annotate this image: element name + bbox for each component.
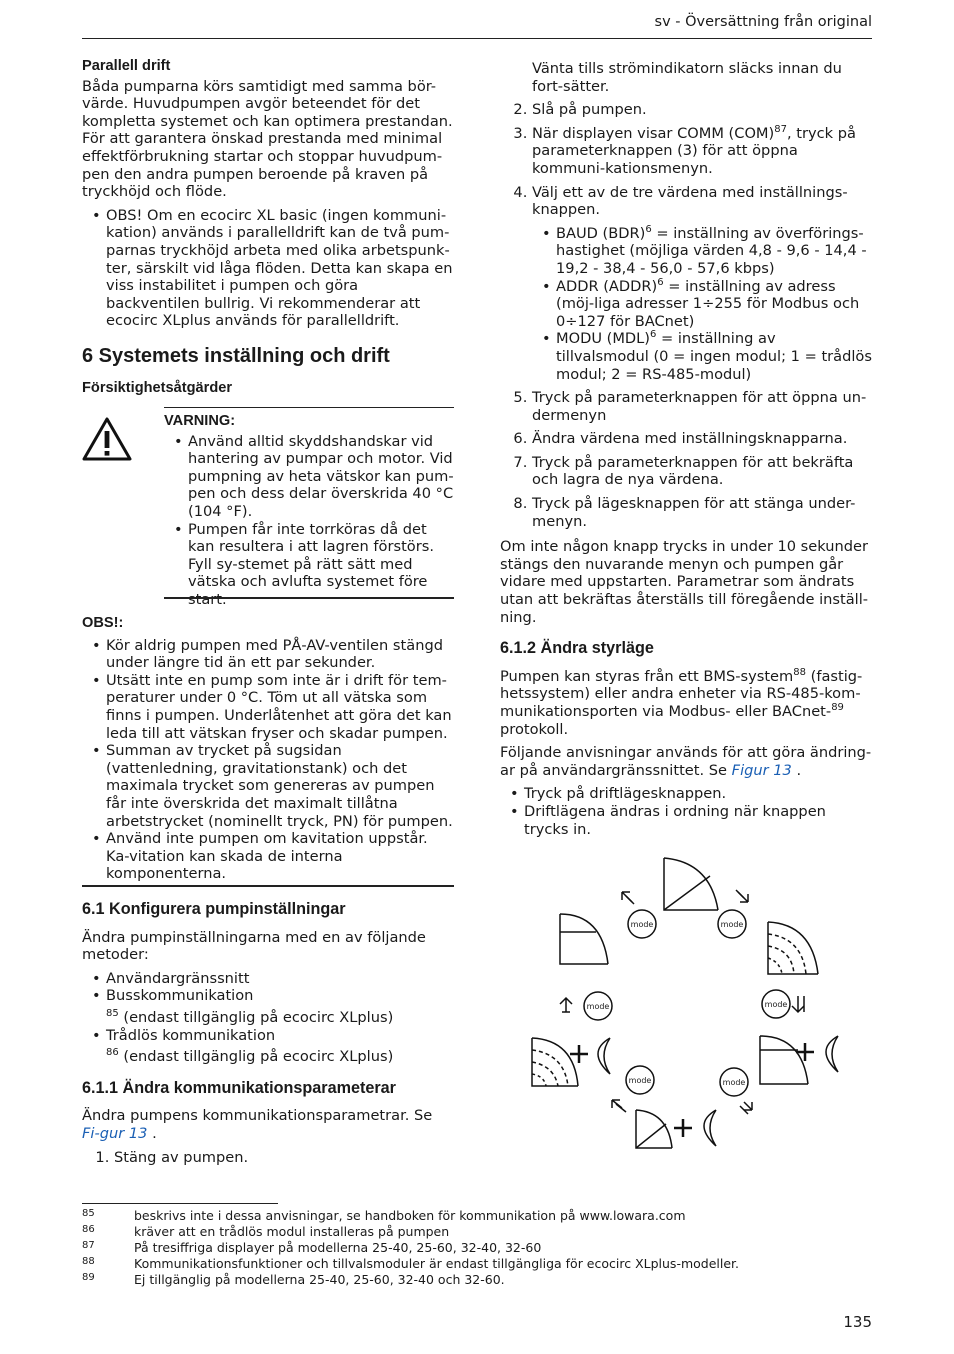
list-item <box>556 330 872 383</box>
obs2-list <box>82 637 454 883</box>
display-code: BAUD (BDR) <box>556 224 646 242</box>
footnote-ref: 89 <box>831 702 844 714</box>
list-item: 2. Slå på pumpen. <box>532 101 872 119</box>
footnotes <box>82 1208 872 1288</box>
footnote-text: Ej tillgänglig på modellerna 25-40, 25-60, 32-40 och 32-60. <box>134 1272 505 1287</box>
footnote <box>82 1256 872 1272</box>
mode-button-label: mode <box>586 1002 610 1011</box>
param-text: = inställning av tillvalsmodul (0 = ingen modul; 1 = trådlös modul; 2 = RS-485-modul) <box>556 330 872 383</box>
obs2-bottom-rule <box>82 885 454 887</box>
fixed-speed-night-icon <box>532 1038 610 1086</box>
list-item: • Utsätt inte en pump som inte är i drift för tem-peraturer under 0 °C. Töm ut all vätska som finns i pumpen. Underlåtenhet att göra det kan leda till att vätskan fryser och skadar pumpen. <box>106 672 454 742</box>
left-column <box>82 58 454 1172</box>
figure-13-link[interactable]: Figur 13 <box>731 761 792 779</box>
footnote <box>82 1272 872 1288</box>
precautions-heading: Försiktighetsåtgärder <box>82 379 233 396</box>
step-text: Välj ett av de tre värdena med inställnings-knappen. <box>532 183 848 219</box>
mode-button-label: mode <box>720 920 744 929</box>
footnote-ref: 88 <box>793 666 806 678</box>
intro-after: . <box>147 1124 157 1142</box>
list-item <box>532 184 872 384</box>
list-item <box>532 125 872 178</box>
list-item: • Tryck på driftlägesknappen. <box>524 785 872 803</box>
obs-note <box>106 207 454 330</box>
list-item <box>556 225 872 278</box>
obs-label: OBS! <box>106 206 143 224</box>
proportional-curve-icon <box>664 858 718 910</box>
footnote-ref: 87 <box>774 123 787 135</box>
right-column <box>500 60 872 844</box>
warning-body <box>164 413 454 615</box>
section-6-1-2-p2 <box>500 744 872 779</box>
timeout-paragraph: Om inte någon knapp trycks in under 10 sekunder stängs den nuvarande menyn och pumpen går vidare med uppstarten. Parametrar som ändrats utan att bekräftas återställs till föregående inställ-ning. <box>500 538 869 626</box>
footnote-text: kräver att en trådlös modul installeras på pumpen <box>134 1224 450 1239</box>
display-code: ADDR (ADDR) <box>556 277 658 295</box>
footnote <box>82 1240 872 1256</box>
mode-button-label: mode <box>722 1078 746 1087</box>
method-label: Busskommunikation <box>106 987 254 1005</box>
arrow-icon <box>612 1100 626 1112</box>
footnote-number: 85 <box>82 1208 95 1219</box>
arrow-icon <box>560 998 572 1012</box>
footnote-text: På tresiffriga displayer på modellerna 25-40, 25-60, 32-40, 32-60 <box>134 1240 542 1255</box>
figure-13-link[interactable]: Fi-gur 13 <box>82 1124 148 1142</box>
section-6-1-2-title: 6.1.2 Ändra styrläge <box>500 639 654 658</box>
list-item: • Användargränssnitt <box>106 970 454 988</box>
obs-text: Om en ecocirc XL basic (ingen kommuni-kation) används i parallelldrift kan de två pum-parnas tryckhöjd arbeta med olika arbetspunk-ter, särskilt vid låga flöden. Detta kan skapa en viss instabilitet i pumpen och göra backventilen bullrig. Vi rekommenderar att ecocirc XLplus används för parallelldrift. <box>106 206 453 330</box>
obs-list <box>82 207 454 330</box>
footnote-ref: 6 <box>649 329 657 341</box>
list-item: 5. Tryck på parameterknappen för att öppna un-dermenyn <box>532 389 872 424</box>
mode-cycle-diagram <box>522 852 852 1152</box>
param-text: = inställning av överförings-hastighet (möjliga värden 4,8 - 9,6 - 14,4 - 19,2 - 38,4 - 56,0 - 57,6 kbps) <box>556 224 867 277</box>
para-text: Följande anvisningar används för att göra ändring-ar på användargränssnittet. Se <box>500 744 872 779</box>
page-number: 135 <box>843 1313 872 1331</box>
step-text: , tryck på parameterknappen (3) för att öppna kommuni-kationsmenyn. <box>532 124 856 177</box>
para-text: protokoll. <box>500 720 569 738</box>
footnote-text: beskrivs inte i dessa anvisningar, se handboken för kommunikation på www.lowara.com <box>134 1208 686 1223</box>
arrow-icon <box>740 1102 752 1114</box>
footnote-rule <box>82 1203 278 1204</box>
section-6-1-intro: Ändra pumpinställningarna med en av följande metoder: <box>82 928 426 964</box>
obs2-label: OBS!: <box>82 615 124 632</box>
method-label: Trådlös kommunikation <box>106 1026 276 1044</box>
steps-list-left <box>82 1149 454 1167</box>
warning-top-rule <box>164 407 454 408</box>
arrow-icon <box>622 892 634 904</box>
running-header: sv - Översättning från original <box>654 14 872 30</box>
section-6-1-title: 6.1 Konfigurera pumpinställningar <box>82 900 346 918</box>
section-6-1-2-p1 <box>500 668 872 738</box>
warning-triangle-icon <box>82 417 132 461</box>
parallel-heading: Parallell drift <box>82 58 171 74</box>
footnote-number: 86 <box>82 1224 95 1235</box>
list-item: • Summan av trycket på sugsidan (vattenledning, gravitationstank) och det maximala trycket som genereras av pumpen får inte överskrida det maximalt tillåtna arbetstrycket (nominellt tryck, PN) för pumpen. <box>106 742 454 830</box>
intro-text: Ändra pumpens kommunikationsparametrar. Se <box>82 1107 433 1125</box>
arrow-icon <box>792 996 804 1012</box>
list-item: • Använd inte pumpen om kavitation uppstår. Ka-vitation kan skada de interna komponenterna. <box>106 830 454 883</box>
section-6-title: 6 Systemets inställning och drift <box>82 344 390 367</box>
mode-button-label: mode <box>764 1000 788 1009</box>
method-note: (endast tillgänglig på ecocirc XLplus) <box>118 1008 394 1026</box>
list-item: • Pumpen får inte torrköras då det kan resultera i att lagren förstörs. Fyll sy-stemet på rätt sätt med vätska och avlufta systemet före start. <box>188 521 454 609</box>
parameter-list <box>532 225 872 383</box>
constant-night-icon <box>760 1036 838 1084</box>
footnote-number: 88 <box>82 1256 95 1267</box>
fixed-speed-curves-icon <box>768 922 818 974</box>
methods-list <box>82 970 454 1066</box>
footnote-ref: 85 <box>106 1008 119 1020</box>
arrow-icon <box>736 890 748 902</box>
list-item: 7. Tryck på parameterknappen för att bekräfta och lagra de nya värdena. <box>532 454 872 489</box>
header-rule <box>82 38 872 39</box>
para-text: . <box>791 761 802 779</box>
list-item: 8. Tryck på lägesknappen för att stänga under-menyn. <box>532 495 872 530</box>
list-item <box>106 987 454 1026</box>
mode-button-label: mode <box>630 920 654 929</box>
display-code: MODU (MDL) <box>556 330 650 348</box>
parallel-body: Båda pumparna körs samtidigt med samma bör-värde. Huvudpumpen avgör beteendet för det kompletta systemet och kan optimera prestandan. För att garantera önskad prestanda med minimal effektförbrukning startar och stoppar huvudpum-pen den andra pumpen beroende på kraven på tryckhöjd och flöde. <box>82 77 453 201</box>
mode-button-label: mode <box>628 1076 652 1085</box>
list-item: 6. Ändra värdena med inställningsknapparna. <box>532 430 872 448</box>
list-item <box>556 278 872 331</box>
display-code: COMM (COM) <box>677 124 775 142</box>
steps-list-right <box>500 101 872 530</box>
list-item: • Driftlägena ändras i ordning när knappen trycks in. <box>524 803 872 838</box>
method-note: (endast tillgänglig på ecocirc XLplus) <box>118 1048 394 1066</box>
list-item: 1. Stäng av pumpen. <box>114 1149 454 1167</box>
list-item: • Kör aldrig pumpen med PÅ-AV-ventilen stängd under längre tid än ett par sekunder. <box>106 637 454 672</box>
para-text: Pumpen kan styras från ett BMS-system <box>500 667 794 685</box>
warning-label: VARNING: <box>164 413 236 430</box>
footnote-ref: 6 <box>657 276 664 288</box>
list-item <box>106 1027 454 1066</box>
footnote-number: 87 <box>82 1240 95 1251</box>
proportional-night-icon <box>636 1110 716 1148</box>
step-text: När displayen visar <box>532 124 678 142</box>
warning-box <box>82 407 454 607</box>
warning-list <box>164 433 454 609</box>
footnote <box>82 1208 872 1224</box>
footnote-ref: 86 <box>106 1047 119 1059</box>
step1-continuation: Vänta tills strömindikatorn släcks innan du fort-sätter. <box>532 60 842 95</box>
mode-list <box>500 785 872 838</box>
list-item: • Använd alltid skyddshandskar vid hantering av pumpar och motor. Vid pumpning av heta vätskor kan pum-pen och dess delar överskrida 40 °C (104 °F). <box>188 433 454 521</box>
footnote-ref: 6 <box>645 223 652 235</box>
constant-curve-icon <box>560 914 608 964</box>
para-text: (fastig-hetssystem) eller andra enheter via RS-485-kom-munikationsporten via Modbus- eller BACnet- <box>500 667 863 720</box>
param-text: = inställning av adress (möj-liga adresser 1÷255 för Modbus och 0÷127 för BACnet) <box>556 277 860 330</box>
warning-bottom-rule <box>164 597 454 599</box>
footnote <box>82 1224 872 1240</box>
footnote-text: Kommunikationsfunktioner och tillvalsmoduler är endast tillgängliga för ecocirc XLplus-modeller. <box>134 1256 740 1271</box>
section-6-1-1-title: 6.1.1 Ändra kommunikationsparameterar <box>82 1078 396 1097</box>
footnote-number: 89 <box>82 1272 95 1283</box>
section-6-1-1-intro <box>82 1107 454 1142</box>
